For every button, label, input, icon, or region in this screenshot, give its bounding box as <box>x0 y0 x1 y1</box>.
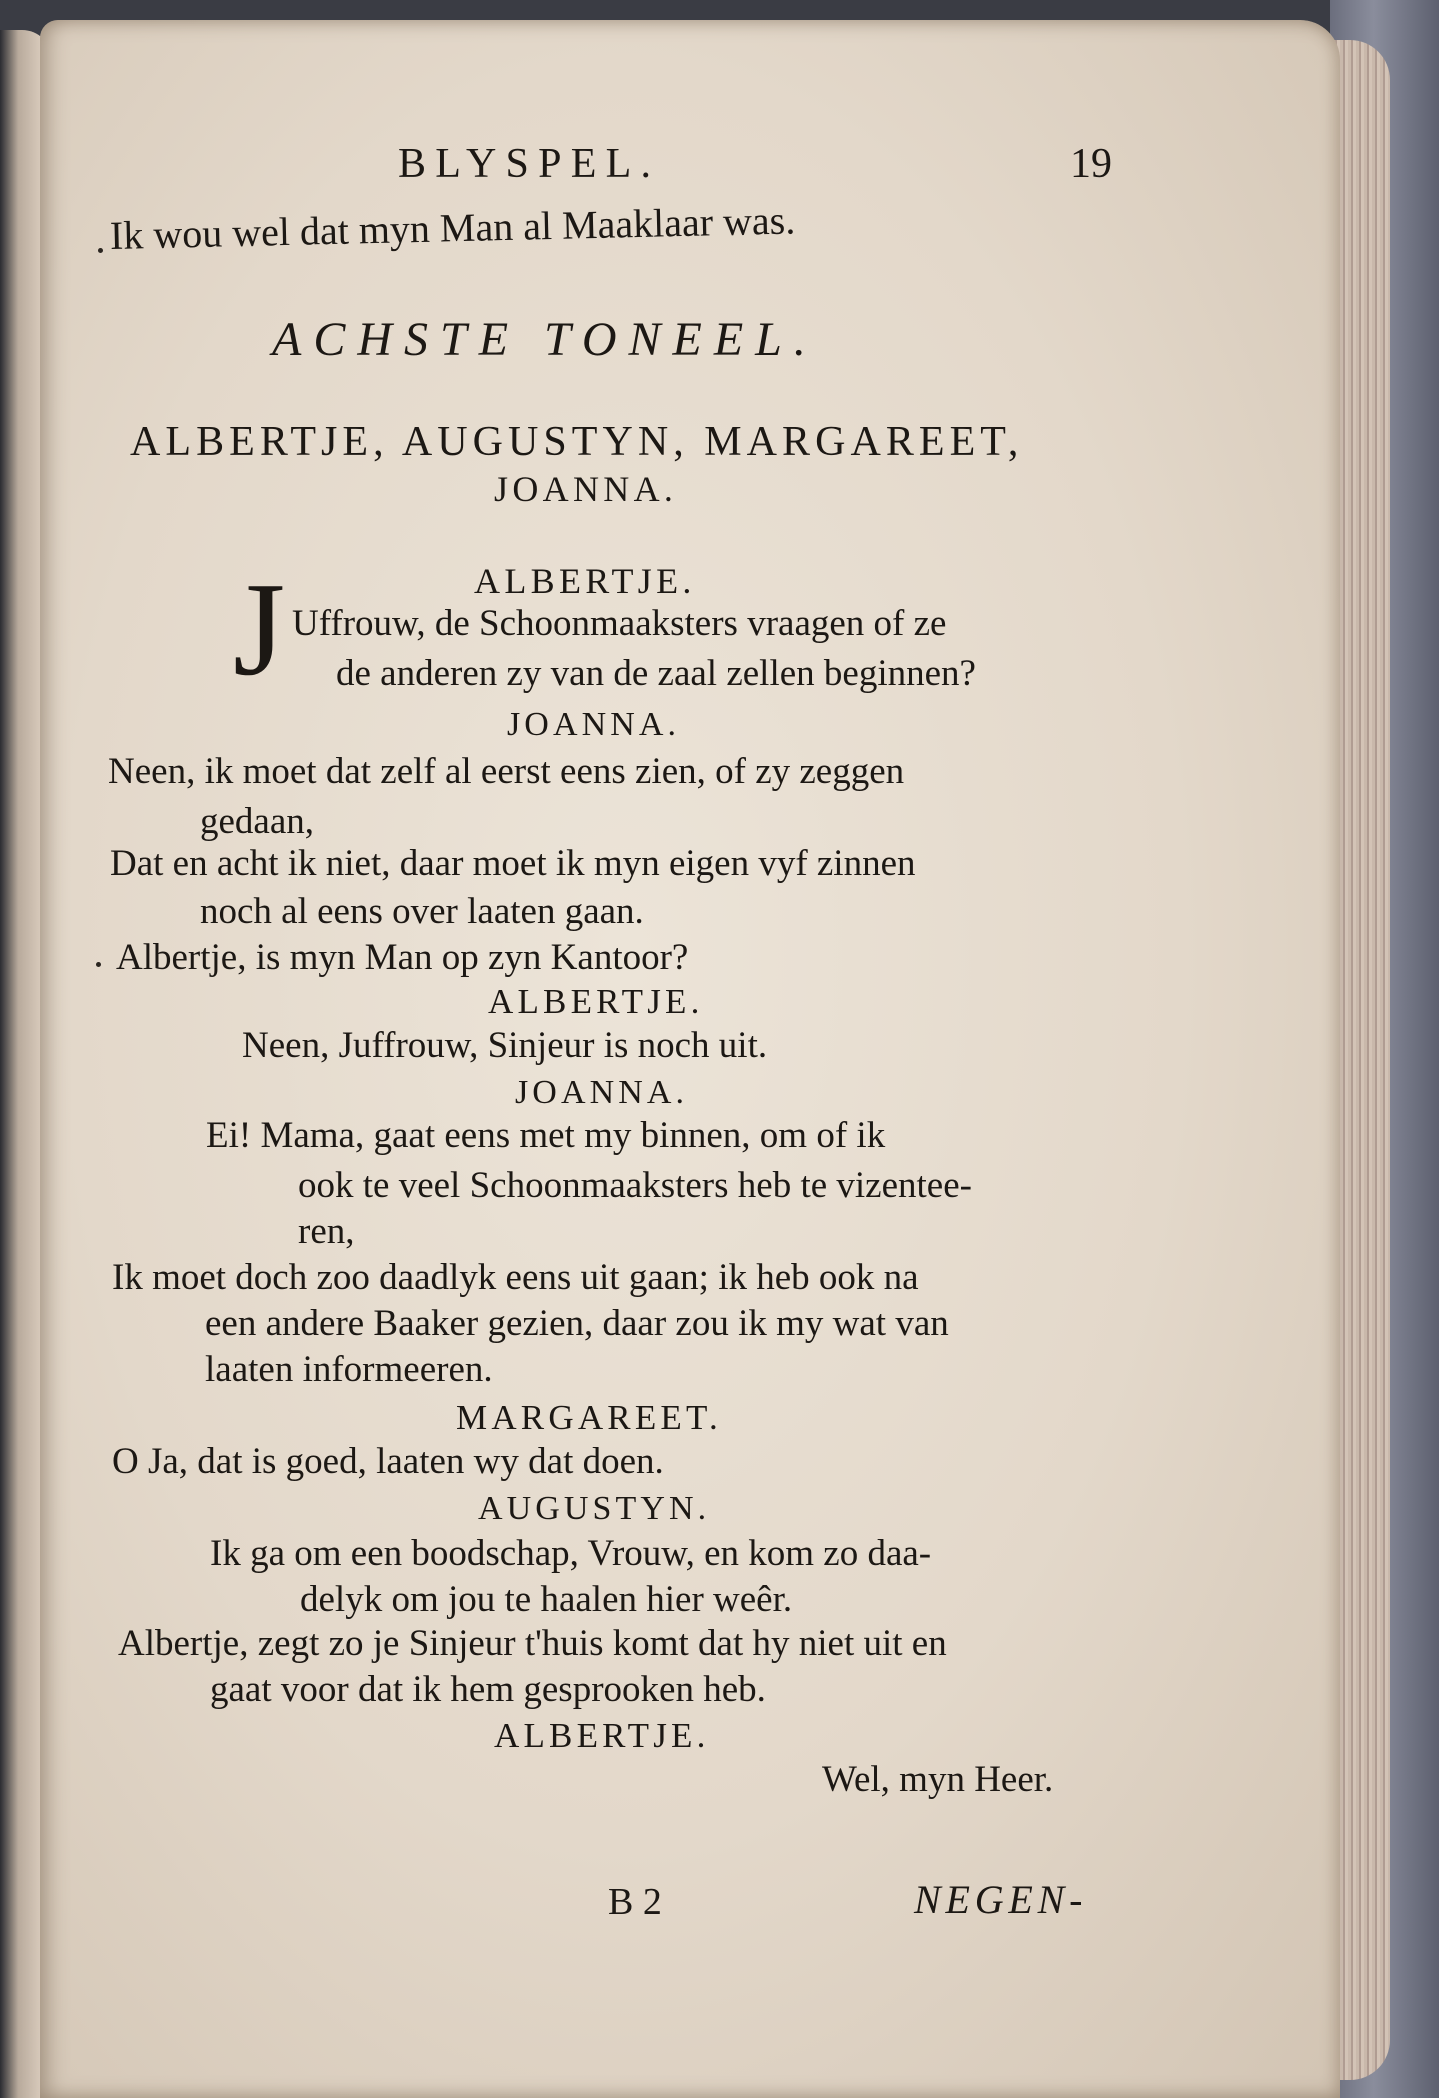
speech-line: Ik ga om een boodschap, Vrouw, en kom zo daa- <box>210 1533 932 1574</box>
speech-line: Uffrouw, de Schoonmaaksters vraagen of ze <box>292 603 947 644</box>
speech-line: gedaan, <box>200 801 315 842</box>
speech-line: Ik moet doch zoo daadlyk eens uit gaan; ik heb ook na <box>112 1257 919 1298</box>
signature-mark: B 2 <box>608 1881 662 1923</box>
speech-line: de anderen zy van de zaal zellen beginnen? <box>336 653 976 694</box>
speaker-name: JOANNA. <box>515 1074 689 1111</box>
scene-title: ACHSTE TONEEL. <box>272 313 818 366</box>
speech-line: gaat voor dat ik hem gesprooken heb. <box>210 1669 766 1710</box>
page-number: 19 <box>1070 141 1112 187</box>
speaker-name: ALBERTJE. <box>488 982 704 1021</box>
speech-line: Neen, ik moet dat zelf al eerst eens zien, of zy zeggen <box>108 751 905 792</box>
speaker-name: JOANNA. <box>507 706 681 743</box>
speech-line: delyk om jou te haalen hier weêr. <box>300 1579 793 1620</box>
running-title: BLYSPEL. <box>398 141 661 187</box>
scene-characters-line1: ALBERTJE, AUGUSTYN, MARGAREET, <box>130 419 1024 465</box>
speech-line: noch al eens over laaten gaan. <box>200 891 644 932</box>
speaker-name: MARGAREET. <box>456 1398 722 1437</box>
speaker-name: ALBERTJE. <box>474 561 696 601</box>
margin-mark <box>96 962 101 967</box>
scene-characters-line2: JOANNA. <box>494 469 678 509</box>
speech-line: laaten informeeren. <box>205 1349 493 1390</box>
speech-line: Albertje, zegt zo je Sinjeur t'huis komt dat hy niet uit en <box>118 1623 947 1664</box>
drop-cap-initial: J <box>233 555 286 703</box>
speaker-name: AUGUSTYN. <box>478 1490 711 1527</box>
speech-line: ook te veel Schoonmaaksters heb te vizentee- <box>298 1165 972 1206</box>
speech-line: Ei! Mama, gaat eens met my binnen, om of ik <box>206 1115 886 1156</box>
speech-line: Albertje, is myn Man op zyn Kantoor? <box>116 937 689 978</box>
speech-line: ren, <box>298 1211 355 1252</box>
speech-line: Wel, myn Heer. <box>822 1759 1054 1800</box>
speech-line: een andere Baaker gezien, daar zou ik my wat van <box>205 1303 949 1344</box>
speaker-name: ALBERTJE. <box>494 1716 710 1755</box>
catchword: NEGEN- <box>914 1877 1088 1922</box>
previous-speech-line: Ik wou wel dat myn Man al Maaklaar was. <box>109 197 796 258</box>
speech-line: Neen, Juffrouw, Sinjeur is noch uit. <box>242 1025 768 1066</box>
speech-line: Dat en acht ik niet, daar moet ik myn eigen vyf zinnen <box>110 843 916 884</box>
margin-mark <box>98 248 103 253</box>
speech-line: O Ja, dat is goed, laaten wy dat doen. <box>112 1441 664 1482</box>
